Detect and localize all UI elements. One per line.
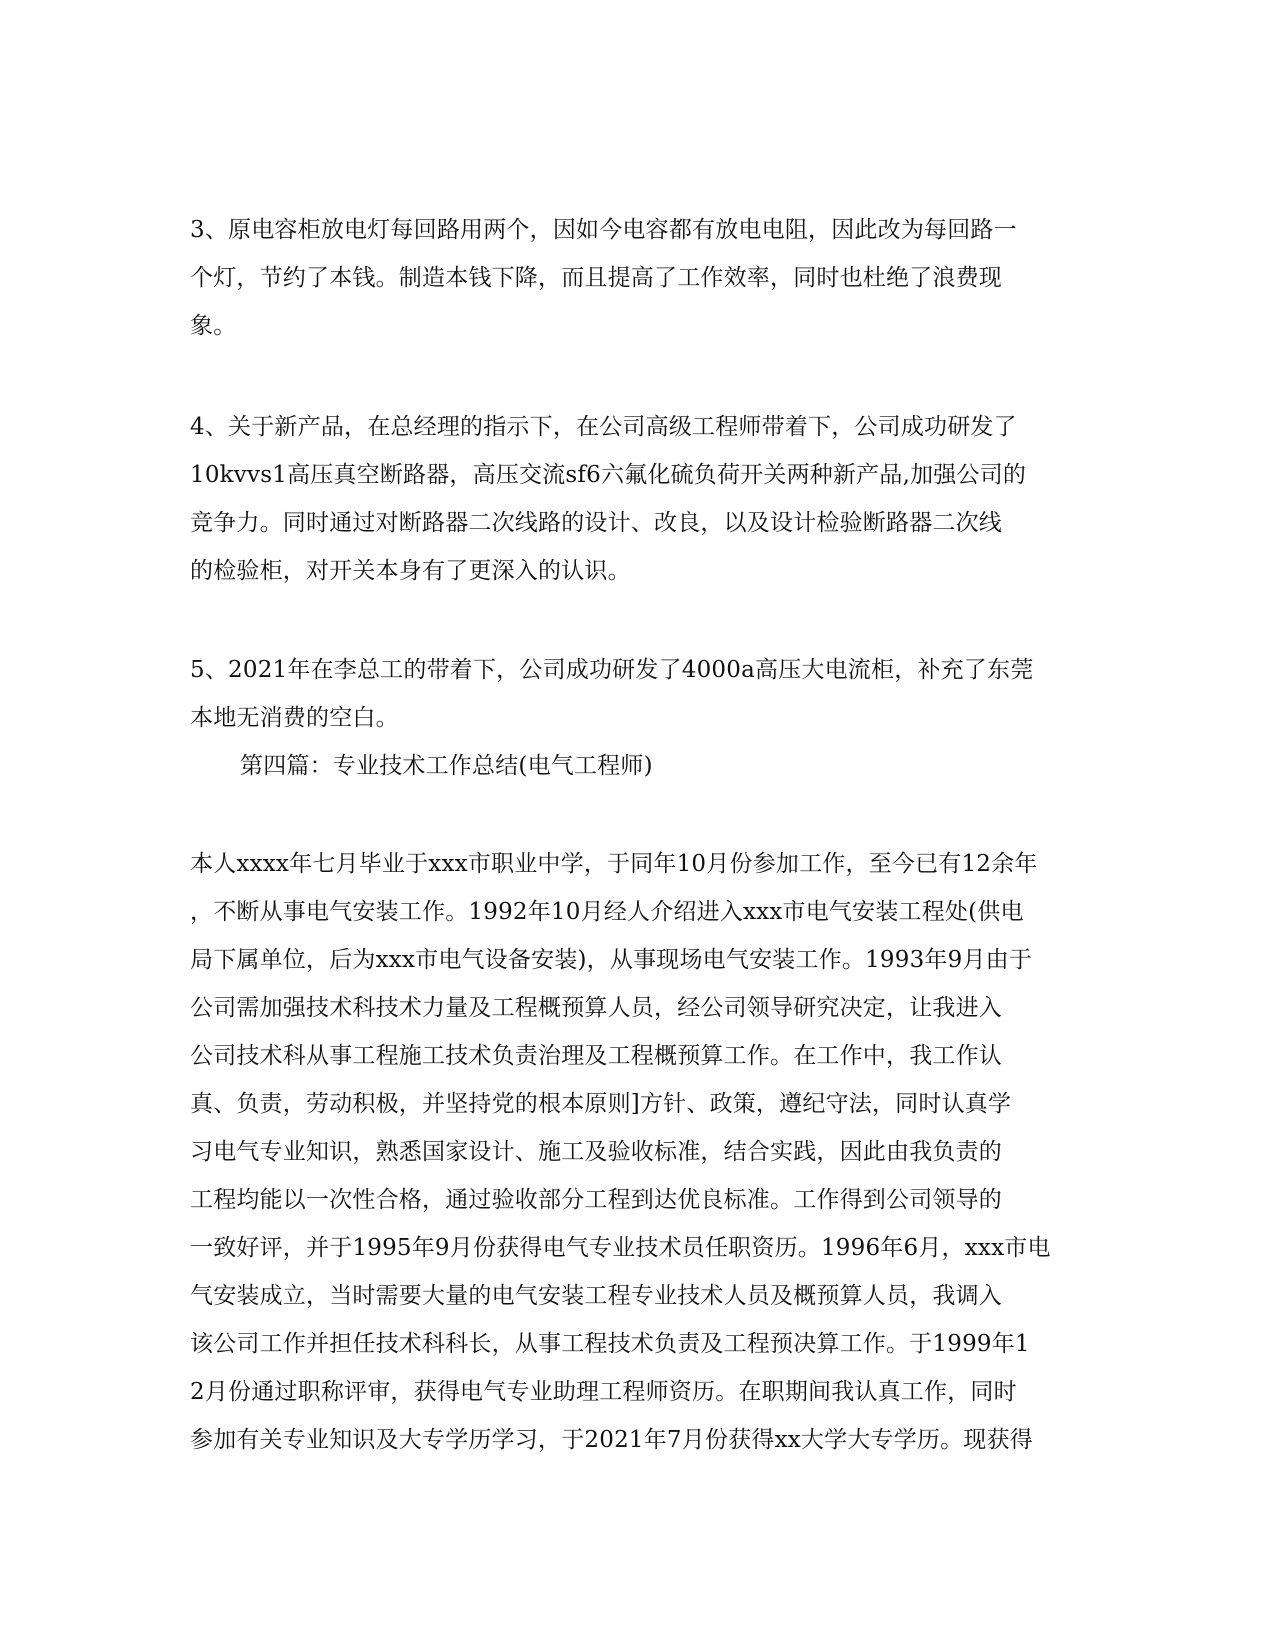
text-line: 一致好评，并于1995年9月份获得电气专业技术员任职资历。1996年6月，xxx市电	[190, 1235, 1051, 1261]
paragraph-4	[190, 403, 1080, 595]
text-line: 象。	[190, 313, 237, 339]
text-line: 局下属单位，后为xxx市电气设备安装)，从事现场电气安装工作。1993年9月由于	[190, 947, 1033, 973]
text-line: 4、关于新产品，在总经理的指示下，在公司高级工程师带着下，公司成功研发了	[190, 414, 1017, 440]
text-line: 该公司工作并担任技术科科长，从事工程技术负责及工程预决算工作。于1999年1	[190, 1331, 1030, 1357]
text-line: 工程均能以一次性合格，通过验收部分工程到达优良标准。工作得到公司领导的	[190, 1187, 1002, 1213]
text-line: 公司需加强技术科技术力量及工程概预算人员，经公司领导研究决定，让我进入	[190, 995, 1002, 1021]
text-line: 公司技术科从事工程施工技术负责治理及工程概预算工作。在工作中，我工作认	[190, 1043, 1002, 1069]
text-line: 气安装成立，当时需要大量的电气安装工程专业技术人员及概预算人员，我调入	[190, 1283, 1002, 1309]
text-line: 本地无消费的空白。	[190, 705, 399, 731]
text-line: 习电气专业知识，熟悉国家设计、施工及验收标准，结合实践，因此由我负责的	[190, 1139, 1002, 1165]
text-line: 个灯，节约了本钱。制造本钱下降，而且提高了工作效率，同时也杜绝了浪费现	[190, 265, 1002, 291]
text-line: 10kvvs1高压真空断路器，高压交流sf6六氟化硫负荷开关两种新产品,加强公司的	[190, 462, 1027, 488]
text-line: 竞争力。同时通过对断路器二次线路的设计、改良，以及设计检验断路器二次线	[190, 510, 1002, 536]
text-line: 2月份通过职称评审，获得电气专业助理工程师资历。在职期间我认真工作，同时	[190, 1379, 1017, 1405]
body-paragraph	[190, 840, 1080, 1464]
text-line: 真、负责，劳动积极，并坚持党的根本原则]方针、政策，遵纪守法，同时认真学	[190, 1091, 1012, 1117]
text-line: ，不断从事电气安装工作。1992年10月经人介绍进入xxx市电气安装工程处(供电	[190, 899, 1024, 925]
text-line: 本人xxxx年七月毕业于xxx市职业中学，于同年10月份参加工作，至今已有12余年	[190, 851, 1038, 877]
heading-text: 第四篇：专业技术工作总结(电气工程师)	[240, 753, 653, 779]
paragraph-3	[190, 206, 1080, 350]
text-line: 的检验柜，对开关本身有了更深入的认识。	[190, 558, 631, 584]
section-heading	[240, 742, 1080, 790]
text-line: 5、2021年在李总工的带着下，公司成功研发了4000a高压大电流柜，补充了东莞	[190, 657, 1034, 683]
paragraph-5	[190, 646, 1080, 742]
text-line: 3、原电容柜放电灯每回路用两个，因如今电容都有放电电阻，因此改为每回路一	[190, 217, 1017, 243]
text-line: 参加有关专业知识及大专学历学习，于2021年7月份获得xx大学大专学历。现获得	[190, 1427, 1033, 1453]
